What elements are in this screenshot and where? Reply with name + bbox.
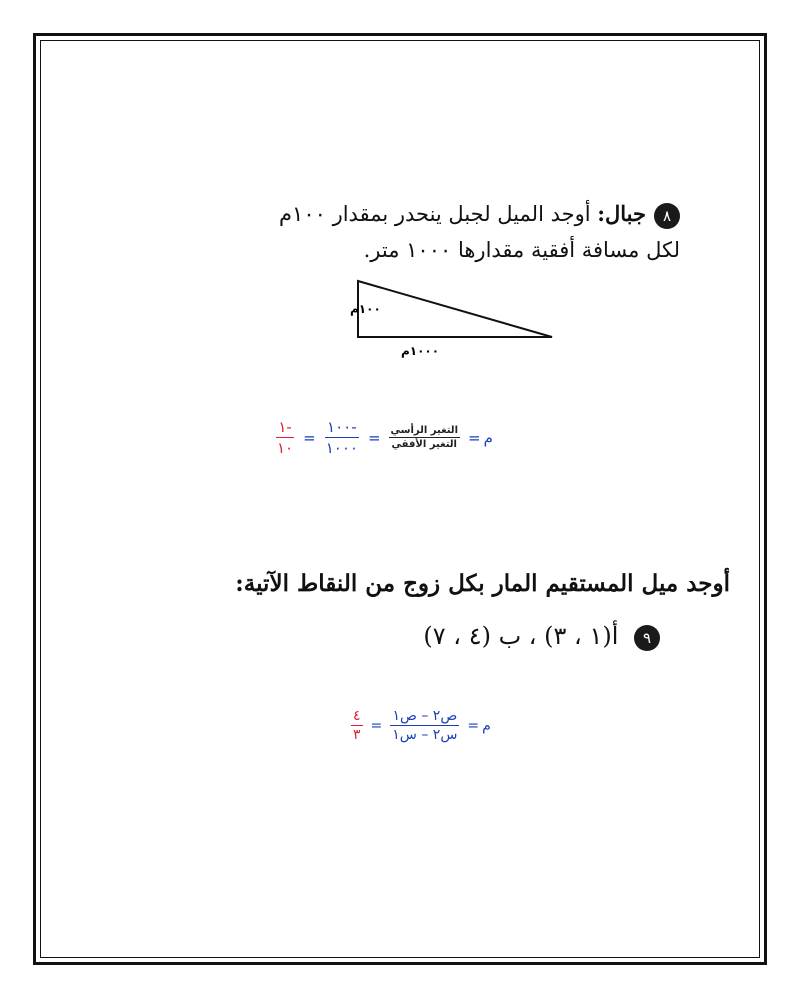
equals-sign: = [467, 717, 480, 734]
formula-numerator: ص٢ – ص١ [392, 708, 458, 724]
slope-solution-9 [346, 708, 491, 743]
rise-over-run-fraction [389, 425, 460, 450]
section-heading: أوجد ميل المستقيم المار بكل زوج من النقاط الآتية: [235, 570, 730, 597]
vertical-side-label: ١٠٠م [350, 302, 381, 316]
problem-9-points: أ(١ ، ٣) ، ب (٤ ، ٧) [423, 622, 619, 650]
denominator: ١٠٠٠ [325, 439, 358, 457]
result-fraction [351, 708, 363, 743]
problem-9 [300, 622, 660, 651]
problem-8-text-1: أوجد الميل لجبل ينحدر بمقدار ١٠٠م [279, 202, 591, 226]
horizontal-side-label: ١٠٠٠م [400, 344, 440, 358]
run-label: التغير الأفقي [391, 439, 457, 450]
problem-label: جبال: [597, 201, 646, 226]
problem-8 [180, 196, 680, 268]
problem-8-line-1 [180, 196, 680, 232]
problem-number-badge: ٩ [634, 625, 660, 651]
equals-sign: = [367, 428, 381, 447]
formula-denominator: س٢ – س١ [392, 727, 458, 743]
equals-sign: = [303, 428, 316, 447]
rise-label: التغير الرأسي [390, 425, 458, 436]
result-denominator: ١٠ [277, 439, 294, 457]
problem-number-badge: ٨ [654, 203, 680, 229]
slope-solution-8 [270, 418, 493, 457]
equals-sign: = [370, 717, 383, 734]
problem-8-line-2: لكل مسافة أفقية مقدارها ١٠٠٠ متر. [363, 238, 680, 262]
slope-formula-fraction [390, 708, 459, 743]
slope-triangle-figure [290, 275, 570, 365]
result-numerator: -١ [278, 418, 292, 436]
slope-symbol: م [482, 717, 491, 734]
triangle-shape [358, 281, 552, 337]
result-denominator: ٣ [353, 727, 361, 743]
numerator: -١٠٠ [327, 418, 357, 436]
value-fraction [324, 418, 360, 457]
result-fraction [275, 418, 295, 457]
equals-sign: = [468, 428, 481, 447]
inner-border [40, 40, 760, 958]
result-numerator: ٤ [353, 708, 361, 724]
slope-symbol: م [483, 428, 493, 447]
